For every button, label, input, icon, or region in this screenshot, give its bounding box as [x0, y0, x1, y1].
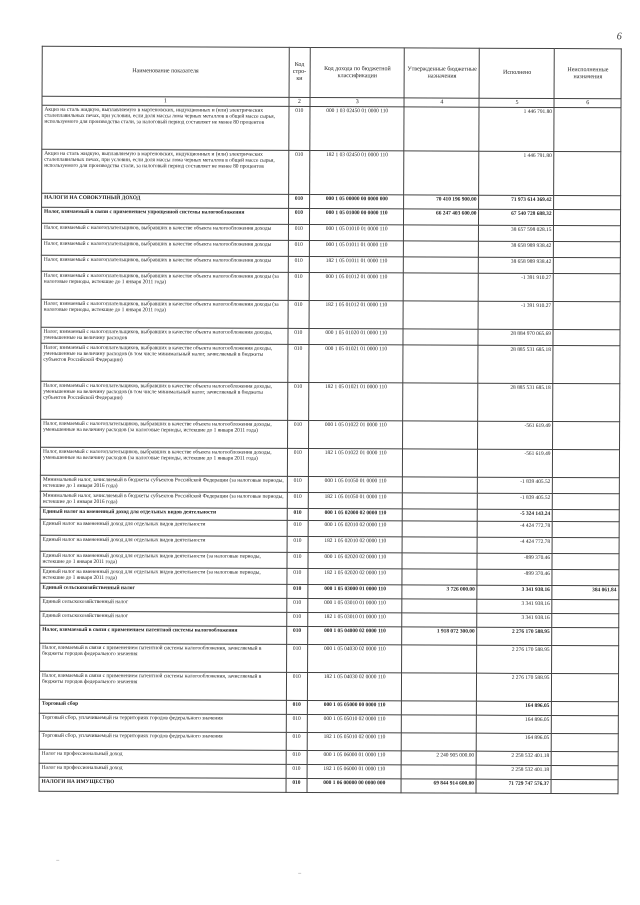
cell-remaining: [552, 628, 619, 646]
cell-code: 000 1 05 04030 02 0000 110: [308, 644, 402, 672]
cell-executed: 1 446 791.80: [479, 107, 554, 151]
cell-remaining: [553, 346, 620, 384]
table-row: [42, 105, 621, 152]
cell-remaining: [552, 600, 619, 614]
cell-remaining: [552, 554, 619, 570]
cell-approved: [403, 301, 478, 329]
cell-code: 000 1 05 04000 02 0000 110: [308, 626, 402, 644]
cell-remaining: [552, 570, 619, 586]
table-row: [42, 149, 621, 196]
cell-name: Налог, взимаемый с налогоплательщиков, выбравших в качестве объекта налогообложения доходы: [41, 223, 288, 240]
cell-code: 000 1 06 00000 00 0000 000: [307, 778, 401, 792]
cell-line: 010: [286, 714, 308, 732]
cell-executed: 28 884 970 065.69: [478, 329, 553, 345]
cell-name: Акциз на сталь жидкую, выплавляемую в мартеновских, индукционных и (или) электрических сталеплавильных печах, при условии, если доля массы лома черных металлов в общей массе сырья, используемого для производства стали, за налоговый период составляет не менее 80 процентов: [42, 149, 289, 194]
cell-code: 182 1 05 01011 01 0000 110: [309, 256, 403, 272]
cell-remaining: [553, 384, 620, 422]
table-header-row: [42, 46, 621, 99]
cell-remaining: [552, 734, 619, 752]
table-row: [40, 643, 619, 674]
cell-name: Единый сельскохозяйственный налог: [40, 611, 287, 626]
cell-executed: 2 276 170 588.95: [477, 627, 552, 645]
cell-line: 010: [288, 208, 310, 224]
cell-name: Налог, взимаемый в связи с применением упрощенной системы налогообложения: [41, 207, 288, 224]
cell-executed: 28 885 531 685.18: [478, 345, 553, 383]
cell-approved: [404, 257, 479, 273]
cell-code: 000 1 05 05000 00 0000 110: [307, 700, 401, 714]
cell-approved: [402, 701, 477, 715]
cell-executed: 164 896.05: [477, 715, 552, 733]
cell-code: 000 1 05 02010 02 0000 110: [308, 520, 402, 536]
cell-approved: [404, 273, 479, 301]
col-number: 5: [479, 98, 554, 107]
cell-name: Налог, взимаемый с налогоплательщиков, выбравших в качестве объекта налогообложения доходы, уменьшенные на величину расходов (за налоговые периоды, истекшие до 1 января 2011 года): [40, 447, 287, 476]
cell-line: 010: [286, 778, 307, 792]
cell-executed: 38 658 989 938.42: [479, 257, 554, 273]
cell-approved: 2 240 905 000.00: [402, 751, 477, 765]
cell-line: 010: [287, 508, 308, 520]
cell-name: НАЛОГИ НА ИМУЩЕСТВО: [39, 777, 286, 792]
table-row: [41, 419, 620, 450]
cell-executed: 2 258 532 401.18: [477, 765, 552, 779]
cell-name: Единый сельскохозяйственный налог: [40, 583, 287, 598]
cell-line: 010: [288, 150, 310, 194]
cell-remaining: [554, 258, 621, 274]
cell-code: 182 1 05 01050 01 0000 110: [308, 492, 402, 508]
cell-code: 182 1 05 02020 02 0000 110: [308, 568, 402, 584]
cell-code: 000 1 05 01020 01 0000 110: [309, 328, 403, 344]
cell-approved: [404, 241, 479, 257]
table-row: [41, 381, 620, 422]
cell-approved: [402, 733, 477, 751]
cell-executed: 3 341 938.16: [477, 585, 552, 599]
col-number: 2: [289, 97, 310, 106]
cell-line: 010: [288, 224, 310, 240]
cell-remaining: [554, 152, 621, 196]
cell-executed: 3 341 938.16: [477, 599, 552, 613]
table-row: [39, 671, 618, 702]
cell-approved: [402, 715, 477, 733]
cell-executed: -4 424 772.78: [478, 521, 553, 537]
cell-approved: [402, 569, 477, 585]
header-name: Наименование показателя: [42, 46, 289, 97]
cell-executed: 2 276 170 588.95: [477, 645, 552, 673]
cell-approved: [401, 765, 476, 779]
cell-executed: 1 446 791.80: [479, 151, 554, 195]
cell-executed: 164 896.05: [477, 701, 552, 715]
table-row: [41, 271, 620, 302]
cell-remaining: [554, 108, 621, 152]
cell-approved: [402, 537, 477, 553]
cell-approved: [403, 383, 478, 421]
cell-name: НАЛОГИ НА СОВОКУПНЫЙ ДОХОД: [42, 193, 289, 208]
cell-code: 000 1 05 03010 01 0000 110: [308, 598, 402, 612]
cell-approved: 69 844 914 600.00: [401, 779, 476, 793]
cell-approved: 66 247 403 600.00: [404, 209, 479, 225]
cell-name: Налог, взимаемый в связи с применением патентной системы налогообложения, зачисляемый в бюджеты городов федерального значения: [40, 643, 287, 672]
cell-name: Налог, взимаемый в связи с применением патентной системы налогообложения, зачисляемый в бюджеты городов федерального значения: [39, 671, 286, 700]
cell-line: 010: [287, 536, 309, 552]
cell-executed: 2 258 532 401.18: [477, 751, 552, 765]
cell-code: 182 1 05 01022 01 0000 110: [308, 448, 402, 476]
cell-line: 010: [287, 476, 309, 492]
cell-approved: [402, 673, 477, 701]
cell-remaining: [553, 522, 620, 538]
header-approved: Утвержденные бюджетные назначения: [404, 48, 479, 98]
cell-approved: [403, 521, 478, 537]
cell-line: 010: [287, 382, 309, 420]
cell-approved: 1 918 072 300.00: [402, 627, 477, 645]
cell-remaining: [553, 494, 620, 510]
cell-name: Налог, взимаемый с налогоплательщиков, выбравших в качестве объекта налогообложения доходы (за налоговые периоды, истекшие до 1 января 2011 года): [41, 299, 288, 328]
cell-remaining: [553, 422, 620, 450]
cell-remaining: [554, 302, 621, 330]
cell-line: 010: [288, 300, 310, 328]
cell-remaining: [552, 614, 619, 628]
cell-name: Минимальный налог, зачисляемый в бюджеты субъектов Российской Федерации (за налоговые периоды, истекшие до 1 января 2016 года): [40, 475, 287, 492]
cell-code: 000 1 05 01010 01 0000 110: [309, 224, 403, 240]
scan-speck: [298, 873, 301, 874]
revenue-table: [39, 46, 622, 795]
cell-executed: 3 341 938.16: [477, 613, 552, 627]
cell-remaining: [553, 538, 620, 554]
cell-name: Торговый сбор: [39, 699, 286, 714]
cell-line: 010: [286, 732, 308, 750]
cell-name: Налог, взимаемый с налогоплательщиков, выбравших в качестве объекта налогообложения доходы (за налоговые периоды, истекшие до 1 января 2011 года): [41, 271, 288, 300]
cell-code: 182 1 05 01012 01 0000 110: [309, 300, 403, 328]
cell-executed: 71 973 614 369.42: [479, 195, 554, 209]
cell-line: 010: [288, 106, 310, 150]
cell-name: Торговый сбор, уплачиваемый на территориях городов федерального значения: [39, 713, 286, 732]
cell-remaining: 384 061.84: [552, 586, 619, 600]
col-number: 1: [42, 96, 289, 106]
cell-line: 010: [286, 612, 307, 626]
cell-remaining: [552, 674, 619, 702]
header-line: Код стро-ки: [289, 47, 311, 97]
cell-line: 010: [288, 194, 309, 208]
cell-approved: [402, 599, 477, 613]
cell-code: 000 1 05 06000 01 0000 110: [307, 750, 401, 764]
cell-remaining: [552, 646, 619, 674]
cell-executed: -1 839 405.52: [478, 493, 553, 509]
cell-executed: -4 424 772.78: [477, 537, 552, 553]
cell-line: 010: [286, 672, 308, 700]
cell-line: 010: [288, 328, 310, 344]
cell-code: 000 1 05 05010 02 0000 110: [307, 714, 401, 732]
cell-executed: 2 276 170 588.95: [477, 673, 552, 701]
cell-line: 010: [286, 750, 307, 764]
cell-code: 182 1 05 02010 02 0000 110: [308, 536, 402, 552]
cell-line: 010: [287, 568, 309, 584]
cell-executed: 71 729 747 576.37: [476, 779, 551, 793]
cell-remaining: [553, 478, 620, 494]
cell-executed: 67 540 728 688.32: [479, 209, 554, 225]
header-executed: Исполнено: [479, 48, 554, 98]
cell-remaining: [554, 274, 621, 302]
cell-executed: -899 370.46: [477, 569, 552, 585]
cell-name: Налог, взимаемый с налогоплательщиков, выбравших в качестве объекта налогообложения доходы, уменьшенные на величину расходов: [41, 327, 288, 344]
cell-name: Налог, взимаемый с налогоплательщиков, выбравших в качестве объекта налогообложения доходы: [41, 239, 288, 256]
cell-executed: 164 896.05: [477, 733, 552, 751]
cell-code: 000 1 05 03000 01 0000 110: [308, 584, 402, 598]
cell-remaining: [553, 510, 620, 522]
cell-executed: -5 324 143.24: [478, 509, 553, 521]
cell-approved: 3 726 000.00: [402, 585, 477, 599]
cell-name: Налог на профессиональный доход: [39, 749, 286, 764]
cell-remaining: [553, 450, 620, 478]
cell-line: 010: [287, 420, 309, 448]
cell-code: 000 1 05 01021 01 0000 110: [309, 344, 404, 382]
cell-code: 182 1 03 02450 01 0000 110: [310, 150, 405, 194]
cell-code: 000 1 05 02000 02 0000 110: [308, 508, 402, 520]
cell-approved: [403, 493, 478, 509]
table-row: [40, 447, 619, 478]
cell-line: 010: [288, 240, 310, 256]
cell-code: 182 1 05 03010 01 0000 110: [308, 612, 402, 626]
cell-remaining: [552, 716, 619, 734]
cell-approved: [402, 613, 477, 627]
cell-remaining: [552, 766, 619, 780]
cell-remaining: [553, 330, 620, 346]
cell-remaining: [554, 196, 621, 210]
cell-executed: -1 839 405.52: [478, 477, 553, 493]
cell-code: 182 1 05 05010 02 0000 110: [307, 732, 401, 750]
cell-name: Единый налог на вмененный доход для отдельных видов деятельности: [40, 519, 287, 536]
cell-remaining: [554, 210, 621, 226]
cell-line: 010: [287, 344, 309, 382]
cell-approved: [402, 645, 477, 673]
cell-executed: -899 370.46: [477, 553, 552, 569]
cell-code: 182 1 05 01021 01 0000 110: [309, 382, 404, 420]
cell-name: Налог, взимаемый с налогоплательщиков, выбравших в качестве объекта налогообложения доходы: [41, 255, 288, 272]
cell-line: 010: [286, 598, 307, 612]
cell-approved: [403, 509, 478, 521]
cell-remaining: [552, 752, 619, 766]
table-body: [39, 105, 621, 794]
header-code: Код дохода по бюджетной классификации: [310, 47, 405, 97]
cell-remaining: [554, 242, 621, 258]
cell-code: 000 1 05 01012 01 0000 110: [309, 272, 403, 300]
cell-name: Налог, взимаемый с налогоплательщиков, выбравших в качестве объекта налогообложения доходы, уменьшенные на величину расходов (в том числе минимальный налог, зачисляемый в бюджеты субъектов Российской Федерации): [41, 343, 288, 382]
cell-name: Единый налог на вмененный доход для отдельных видов деятельности (за налоговые периоды, истекшие до 1 января 2011 года): [40, 567, 287, 584]
cell-line: 010: [287, 552, 309, 568]
cell-name: Торговый сбор, уплачиваемый на территориях городов федерального значения: [39, 731, 286, 750]
cell-approved: [403, 477, 478, 493]
cell-code: 000 1 05 01050 01 0000 110: [308, 476, 402, 492]
cell-line: 010: [288, 256, 310, 272]
cell-name: Единый налог на вмененный доход для отдельных видов деятельности: [40, 507, 287, 520]
cell-remaining: [552, 702, 619, 716]
cell-code: 000 1 05 01000 00 0000 110: [310, 208, 404, 224]
cell-line: 010: [287, 492, 309, 508]
cell-approved: 70 410 196 900.00: [404, 195, 479, 209]
cell-code: 000 1 05 00000 00 0000 000: [310, 194, 404, 208]
cell-name: Налог, взимаемый с налогоплательщиков, выбравших в качестве объекта налогообложения доходы, уменьшенные на величину расходов (в том числе минимальный налог, зачисляемый в бюджеты субъектов Российской Федерации): [41, 381, 288, 420]
cell-code: 000 1 05 01011 01 0000 110: [309, 240, 403, 256]
cell-approved: [404, 151, 479, 195]
cell-line: 010: [287, 520, 309, 536]
cell-name: Минимальный налог, зачисляемый в бюджеты субъектов Российской Федерации (за налоговые периоды, истекшие до 1 января 2016 года): [40, 491, 287, 508]
cell-name: Единый налог на вмененный доход для отдельных видов деятельности: [40, 535, 287, 552]
cell-code: 000 1 05 01022 01 0000 110: [309, 420, 403, 448]
cell-code: 000 1 05 02020 02 0000 110: [308, 552, 402, 568]
col-number: 6: [554, 99, 621, 108]
col-number: 4: [404, 98, 479, 107]
cell-approved: [402, 553, 477, 569]
cell-approved: [403, 449, 478, 477]
cell-line: 010: [287, 448, 309, 476]
cell-approved: [403, 345, 478, 383]
cell-code: 182 1 05 06000 01 0000 110: [307, 764, 401, 778]
cell-line: 010: [286, 584, 307, 598]
col-number: 3: [310, 97, 404, 106]
cell-name: Налог на профессиональный доход: [39, 763, 286, 778]
cell-approved: [403, 329, 478, 345]
cell-name: Налог, взимаемый в связи с применением патентной системы налогообложения: [40, 625, 287, 644]
cell-line: 010: [286, 700, 307, 714]
table-row: [41, 343, 620, 384]
cell-remaining: [554, 226, 621, 242]
cell-line: 010: [286, 764, 307, 778]
header-remaining: Неисполненные назначения: [555, 49, 622, 99]
cell-approved: [404, 107, 479, 151]
cell-executed: -561 619.49: [478, 421, 553, 449]
cell-name: Единый сельскохозяйственный налог: [40, 597, 287, 612]
cell-executed: -561 619.49: [478, 449, 553, 477]
cell-approved: [403, 421, 478, 449]
cell-line: 010: [286, 626, 308, 644]
cell-name: Акциз на сталь жидкую, выплавляемую в мартеновских, индукционных и (или) электрических сталеплавильных печах, при условии, если доля массы лома черных металлов в общей массе сырья, используемого для производства стали, за налоговый период составляет не менее 80 процентов: [42, 105, 289, 150]
cell-approved: [404, 225, 479, 241]
cell-name: Налог, взимаемый с налогоплательщиков, выбравших в качестве объекта налогообложения доходы, уменьшенные на величину расходов (за налоговые периоды, истекшие до 1 января 2011 года): [41, 419, 288, 448]
cell-line: 010: [286, 644, 308, 672]
scan-speck: [56, 860, 59, 861]
cell-name: Единый налог на вмененный доход для отдельных видов деятельности (за налоговые периоды, истекшие до 1 января 2011 года): [40, 551, 287, 568]
cell-executed: 28 885 531 685.18: [478, 383, 553, 421]
cell-line: 010: [288, 272, 310, 300]
table-row: [39, 777, 618, 794]
cell-executed: 38 658 989 938.42: [479, 241, 554, 257]
cell-executed: 38 657 598 028.15: [479, 225, 554, 241]
cell-remaining: [551, 780, 618, 794]
cell-code: 182 1 05 04030 02 0000 110: [307, 672, 401, 700]
cell-executed: -1 391 910.27: [478, 301, 553, 329]
table-row: [41, 299, 620, 330]
cell-executed: -1 391 910.27: [479, 273, 554, 301]
cell-code: 000 1 03 02450 01 0000 110: [310, 106, 405, 150]
page-number: 6: [616, 31, 622, 43]
